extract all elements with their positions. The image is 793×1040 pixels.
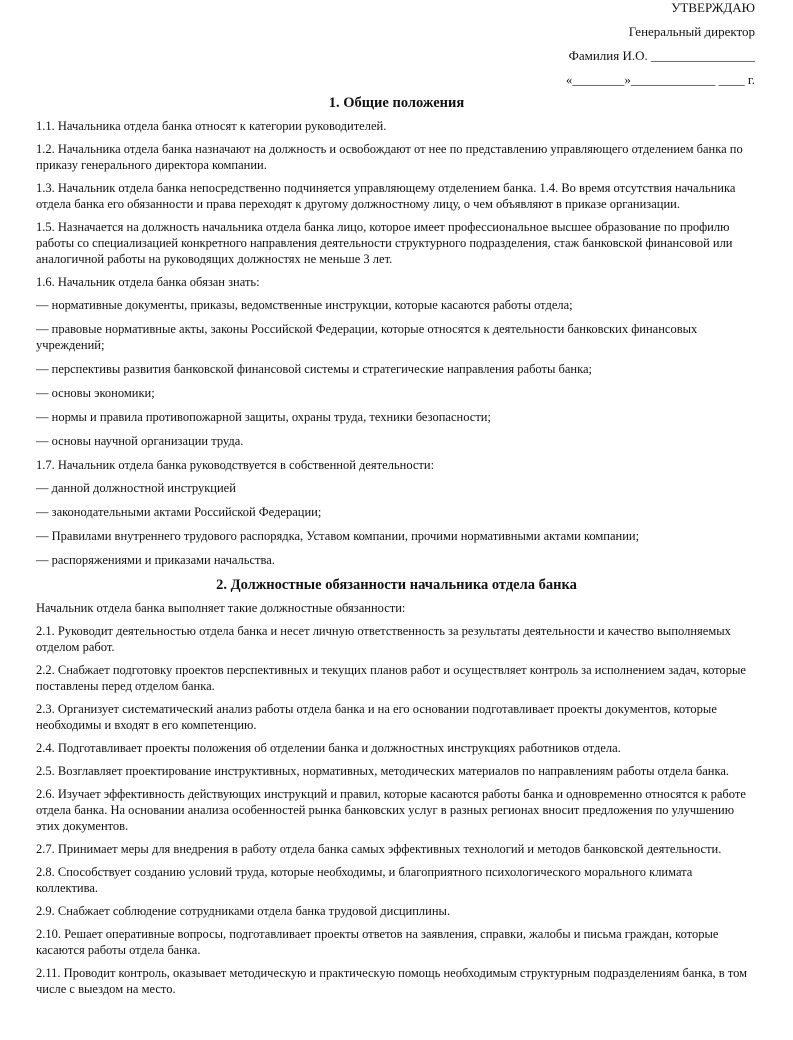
paragraph-1-1: 1.1. Начальника отдела банка относят к категории руководителей. (36, 119, 387, 133)
approval-name-line: Фамилия И.О. ________________ (568, 48, 755, 63)
paragraph-2-2: 2.2. Снабжает подготовку проектов перспективных и текущих планов работ и осуществляет контроль за исполнением задач, которые поставлены перед отделом банка. (36, 663, 746, 693)
paragraph-1-6: 1.6. Начальник отдела банка обязан знать: (36, 275, 260, 289)
approval-block (566, 0, 755, 92)
list-item-guide-1: — данной должностной инструкцией (36, 481, 236, 495)
paragraph-2-7: 2.7. Принимает меры для внедрения в работу отдела банка самых эффективных технологий и методов банковской деятельности. (36, 842, 722, 856)
paragraph-2-3: 2.3. Организует систематический анализ работы отдела банка и на его основании подготавливает проекты документов, которые необходимы и входят в его компетенцию. (36, 702, 717, 732)
list-item-guide-3: — Правилами внутреннего трудового распорядка, Уставом компании, прочими нормативными актами компании; (36, 529, 640, 543)
section1-heading: 1. Общие положения (328, 95, 465, 111)
list-item-knowledge-6: — основы научной организации труда. (36, 434, 244, 448)
approval-position: Генеральный директор (628, 24, 755, 39)
paragraph-2-9: 2.9. Снабжает соблюдение сотрудниками отдела банка трудовой дисциплины. (36, 904, 451, 918)
paragraph-2-intro: Начальник отдела банка выполняет такие должностные обязанности: (36, 601, 406, 615)
paragraph-2-11: 2.11. Проводит контроль, оказывает методическую и практическую помощь необходимым структурным подразделениям банка, в том числе с выездом на место. (36, 966, 748, 996)
paragraph-1-3: 1.3. Начальник отдела банка непосредственно подчиняется управляющему отделением банка. 1.4. Во время отсутствия начальника отдела банка его обязанности и права переходят к другому должностному лицу, о чем объявляют в приказе организации. (36, 181, 736, 211)
paragraph-2-10: 2.10. Решает оперативные вопросы, подготавливает проекты ответов на заявления, справки, жалобы и письма граждан, которые касаются работы отдела банка. (36, 927, 719, 957)
paragraph-1-7: 1.7. Начальник отдела банка руководствуется в собственной деятельности: (36, 458, 435, 472)
paragraph-2-5: 2.5. Возглавляет проектирование инструктивных, нормативных, методических материалов по направлениям работы отдела банка. (36, 764, 730, 778)
section2-heading: 2. Должностные обязанности начальника отдела банка (216, 577, 577, 593)
paragraph-2-8: 2.8. Способствует созданию условий труда, которые необходимы, и благоприятного психологического морального климата коллектива. (36, 865, 693, 895)
list-item-knowledge-2: — правовые нормативные акты, законы Российской Федерации, которые относятся к деятельности банковских финансовых учреждений; (36, 322, 698, 352)
list-item-guide-4: — распоряжениями и приказами начальства. (36, 553, 275, 567)
list-item-knowledge-1: — нормативные документы, приказы, ведомственные инструкции, которые касаются работы отдела; (36, 298, 573, 312)
list-item-guide-2: — законодательными актами Российской Федерации; (36, 505, 322, 519)
paragraph-2-4: 2.4. Подготавливает проекты положения об отделении банка и должностных инструкциях работников отдела. (36, 741, 621, 755)
approval-title: УТВЕРЖДАЮ (671, 0, 755, 15)
paragraph-1-5: 1.5. Назначается на должность начальника отдела банка лицо, которое имеет профессиональное высшее образование по профилю работы со специализацией конкретного направления деятельности структурного подразделения, стаж банковской финансовой или аналогичной работы на руководящих должностях не меньше 3 лет. (36, 220, 733, 266)
paragraph-2-1: 2.1. Руководит деятельностью отдела банка и несет личную ответственность за результаты деятельности и качество выполняемых отделом работ. (36, 624, 731, 654)
paragraph-2-6: 2.6. Изучает эффективность действующих инструкций и правил, которые касаются работы банка и одновременно относятся к работе отдела банка. На основании анализа особенностей рынка банковских услуг в разных регионах вносит предложения по улучшению этих документов. (36, 787, 746, 833)
list-item-knowledge-5: — нормы и правила противопожарной защиты, охраны труда, техники безопасности; (36, 410, 491, 424)
paragraph-1-2: 1.2. Начальника отдела банка назначают на должность и освобождают от нее по представлению управляющего отделением банка по приказу генерального директора компании. (36, 142, 743, 172)
document-body (36, 94, 757, 1004)
approval-date-line: «________»_____________ ____ г. (565, 72, 755, 87)
list-item-knowledge-4: — основы экономики; (36, 386, 155, 400)
list-item-knowledge-3: — перспективы развития банковской финансовой системы и стратегические направления работы банка; (36, 362, 593, 376)
